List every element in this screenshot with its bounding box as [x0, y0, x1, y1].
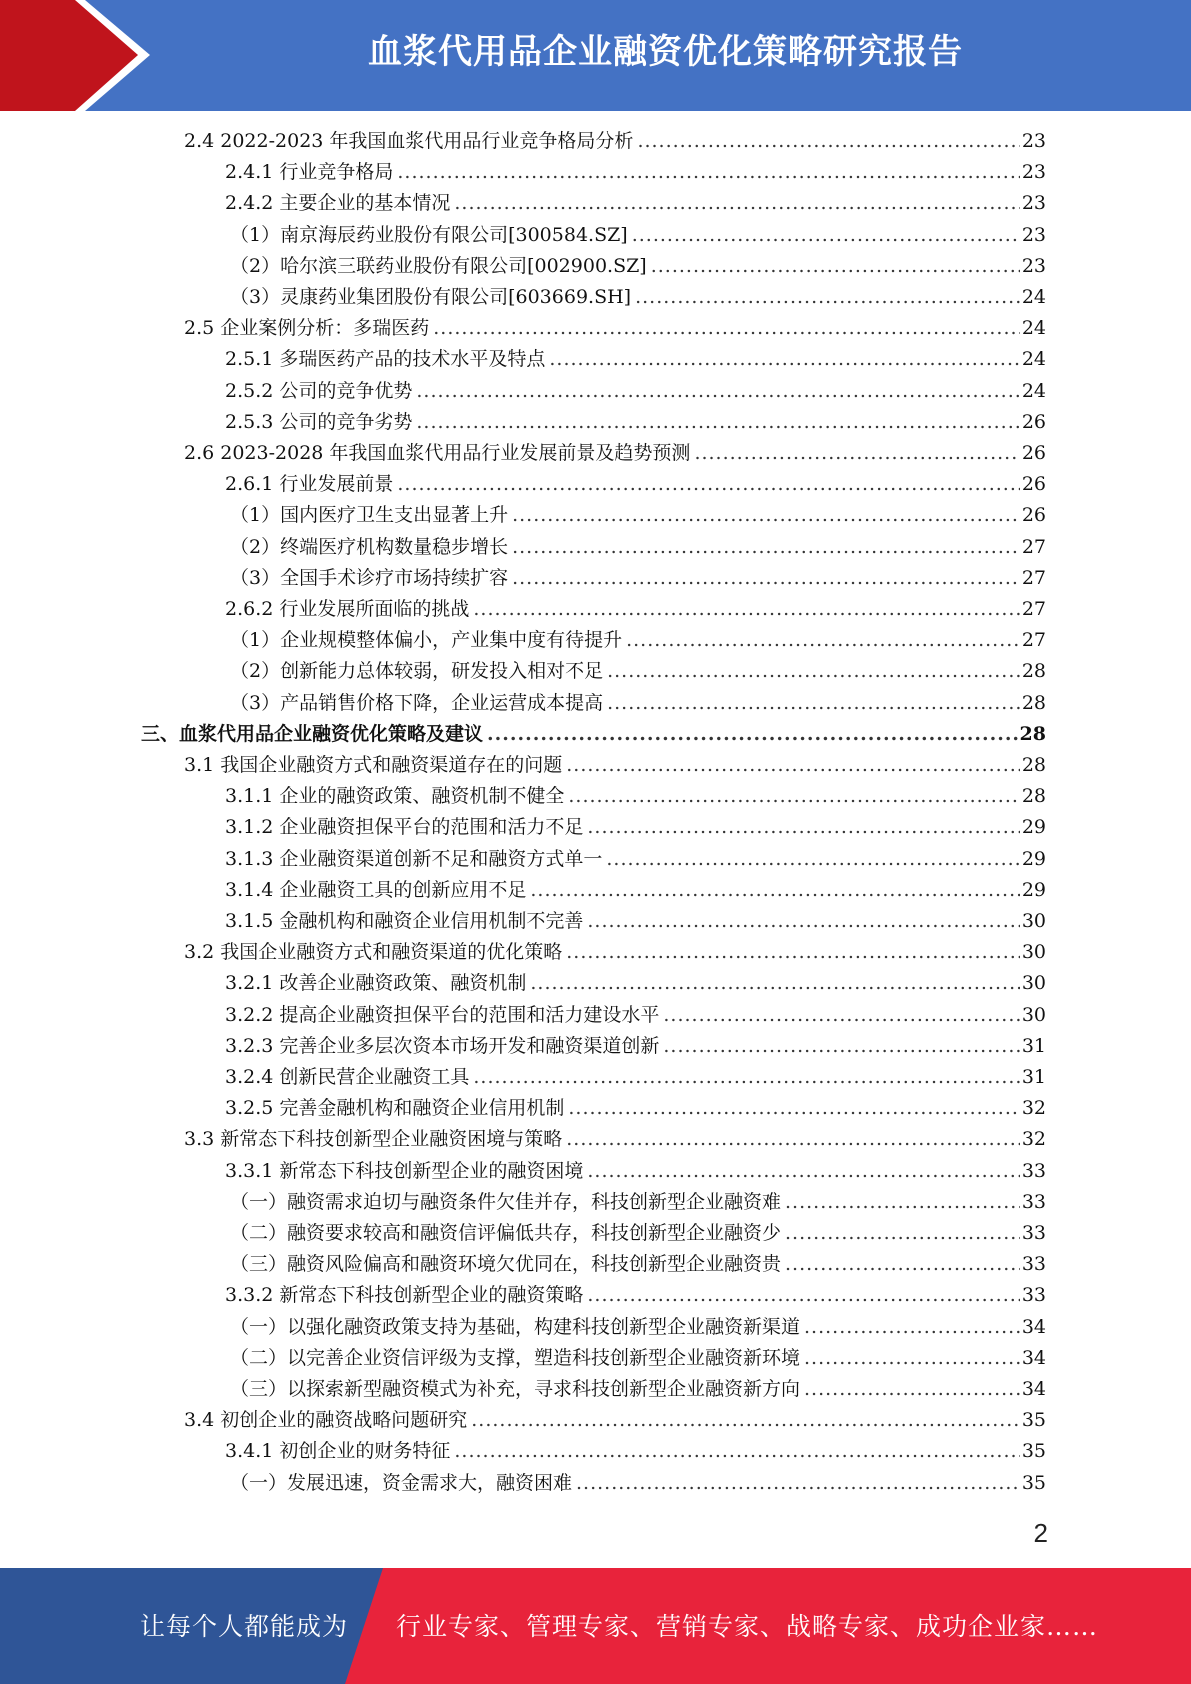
toc-entry-title: 2.6.2 行业发展所面临的挑战 [225, 598, 470, 620]
toc-entry-page: 33 [1021, 1190, 1046, 1213]
toc-entry-page: 23 [1021, 130, 1046, 152]
toc-entry[interactable] [230, 1249, 1046, 1280]
toc-entry[interactable] [230, 500, 1046, 531]
toc-entry[interactable] [225, 407, 1046, 438]
toc-entry-title: 3.3 新常态下科技创新型企业融资困境与策略 [184, 1128, 563, 1151]
toc-entry-page: 33 [1021, 1159, 1046, 1182]
toc-dot-leader [471, 1409, 1020, 1431]
toc-dot-leader [568, 1097, 1019, 1119]
footer-slogan-right: 行业专家、管理专家、营销专家、战略专家、成功企业家…… [396, 1612, 1099, 1641]
toc-dot-leader [454, 1440, 1019, 1462]
toc-entry-title: （3）全国手术诊疗市场持续扩容 [230, 566, 509, 589]
toc-entry[interactable] [230, 1343, 1046, 1374]
toc-dot-leader [512, 536, 1020, 558]
toc-entry-title: 3.4.1 初创企业的财务特征 [225, 1440, 451, 1463]
toc-dot-leader [587, 1284, 1019, 1306]
toc-entry-page: 27 [1021, 535, 1046, 558]
toc-entry-page: 26 [1021, 473, 1046, 496]
toc-entry-title: （三）以探索新型融资模式为补充，寻求科技创新型企业融资新方向 [230, 1378, 801, 1400]
toc-entry[interactable] [225, 844, 1046, 875]
toc-entry[interactable] [230, 1374, 1046, 1405]
toc-entry[interactable] [225, 1093, 1046, 1124]
toc-dot-leader [512, 504, 1020, 526]
toc-entry-page: 34 [1021, 1346, 1046, 1369]
toc-entry-title: 2.5.2 公司的竞争优势 [225, 379, 413, 402]
toc-entry-page: 27 [1021, 566, 1046, 589]
toc-entry-title: 2.6 2023-2028 年我国血浆代用品行业发展前景及趋势预测 [184, 442, 691, 464]
toc-entry[interactable] [230, 625, 1046, 656]
page-header [0, 0, 1191, 111]
toc-entry-title: （二）以完善企业资信评级为支撑，塑造科技创新型企业融资新环境 [230, 1346, 801, 1369]
toc-entry[interactable] [184, 1124, 1046, 1155]
toc-dot-leader [587, 816, 1019, 838]
toc-entry-page: 35 [1021, 1409, 1046, 1432]
toc-entry-page: 27 [1021, 598, 1046, 620]
toc-dot-leader [397, 161, 1019, 183]
toc-entry-page: 23 [1021, 192, 1046, 215]
toc-entry-page: 28 [1019, 722, 1046, 745]
toc-entry[interactable] [225, 1156, 1046, 1187]
toc-entry-title: （一）以强化融资政策支持为基础，构建科技创新型企业融资新渠道 [230, 1315, 801, 1338]
toc-dot-leader [512, 567, 1020, 589]
toc-entry-title: 2.4.1 行业竞争格局 [225, 161, 394, 184]
toc-entry-page: 23 [1021, 254, 1046, 277]
toc-dot-leader [416, 411, 1019, 433]
toc-entry[interactable] [184, 126, 1046, 157]
page-footer [0, 1568, 1191, 1684]
toc-dot-leader [694, 442, 1019, 464]
toc-entry-title: 2.5.3 公司的竞争劣势 [225, 410, 413, 433]
toc-dot-leader [473, 598, 1019, 620]
toc-entry-title: 3.2 我国企业融资方式和融资渠道的优化策略 [184, 941, 563, 964]
toc-entry[interactable] [230, 220, 1046, 251]
toc-dot-leader [804, 1347, 1020, 1369]
toc-dot-leader [530, 879, 1019, 901]
toc-entry-page: 28 [1021, 691, 1046, 714]
toc-entry-page: 33 [1021, 1253, 1046, 1276]
toc-entry-page: 28 [1021, 785, 1046, 808]
toc-entry[interactable] [230, 1312, 1046, 1343]
toc-entry[interactable] [230, 1218, 1046, 1249]
toc-entry-page: 24 [1021, 286, 1046, 308]
toc-dot-leader [587, 910, 1019, 932]
toc-dot-leader [785, 1253, 1020, 1275]
toc-entry-page: 34 [1021, 1315, 1046, 1338]
toc-dot-leader [454, 192, 1019, 214]
toc-entry-page: 24 [1021, 317, 1046, 340]
toc-entry-page: 28 [1021, 660, 1046, 683]
toc-entry[interactable] [225, 875, 1046, 906]
toc-entry-page: 35 [1021, 1471, 1046, 1494]
toc-entry-title: 3.4 初创企业的融资战略问题研究 [184, 1409, 468, 1432]
toc-dot-leader [487, 723, 1018, 745]
toc-entry[interactable] [230, 251, 1046, 282]
toc-entry[interactable] [225, 1280, 1046, 1311]
toc-entry-title: 2.6.1 行业发展前景 [225, 473, 394, 496]
toc-entry-page: 32 [1021, 1097, 1046, 1120]
toc-entry-title: （3）产品销售价格下降，企业运营成本提高 [230, 691, 604, 714]
toc-entry-title: 2.5.1 多瑞医药产品的技术水平及特点 [225, 348, 546, 371]
toc-entry[interactable] [225, 906, 1046, 937]
toc-dot-leader [804, 1316, 1020, 1338]
toc-dot-leader [663, 1035, 1019, 1057]
toc-entry-page: 30 [1021, 972, 1046, 995]
toc-entry-page: 34 [1021, 1378, 1046, 1400]
toc-dot-leader [635, 286, 1020, 308]
toc-entry[interactable] [230, 1468, 1046, 1499]
toc-entry[interactable] [184, 750, 1046, 781]
toc-entry-page: 33 [1021, 1222, 1046, 1244]
toc-dot-leader [568, 785, 1019, 807]
toc-entry-title: （2）哈尔滨三联药业股份有限公司[002900.SZ] [230, 254, 647, 277]
footer-slogan-left: 让每个人都能成为 [140, 1612, 349, 1641]
toc-dot-leader [606, 848, 1019, 870]
toc-entry-page: 24 [1021, 379, 1046, 402]
toc-entry-title: 3.2.2 提高企业融资担保平台的范围和活力建设水平 [225, 1003, 660, 1026]
toc-entry[interactable] [225, 1436, 1046, 1467]
toc-entry-title: 3.2.1 改善企业融资政策、融资机制 [225, 972, 527, 995]
toc-entry-page: 30 [1021, 1003, 1046, 1026]
toc-entry[interactable] [225, 344, 1046, 375]
toc-entry-page: 26 [1021, 504, 1046, 527]
toc-entry-page: 31 [1021, 1034, 1046, 1057]
toc-dot-leader [607, 660, 1020, 682]
toc-entry[interactable] [225, 1062, 1046, 1093]
toc-entry[interactable] [225, 781, 1046, 812]
toc-entry-page: 26 [1021, 410, 1046, 433]
toc-entry-page: 23 [1021, 161, 1046, 184]
toc-dot-leader [566, 754, 1020, 776]
toc-dot-leader [632, 224, 1020, 246]
toc-entry-title: 3.1.5 金融机构和融资企业信用机制不完善 [225, 910, 584, 932]
toc-entry-page: 29 [1021, 878, 1046, 901]
toc-entry[interactable] [230, 282, 1046, 313]
toc-dot-leader [785, 1222, 1020, 1244]
toc-entry[interactable] [230, 688, 1046, 719]
toc-entry-title: （1）企业规模整体偏小，产业集中度有待提升 [230, 629, 623, 652]
toc-dot-leader [587, 1160, 1019, 1182]
toc-entry[interactable] [230, 1187, 1046, 1218]
toc-entry-title: （2）创新能力总体较弱，研发投入相对不足 [230, 660, 604, 683]
toc-dot-leader [530, 972, 1019, 994]
toc-entry-title: （一）融资需求迫切与融资条件欠佳并存，科技创新型企业融资难 [230, 1190, 782, 1213]
toc-entry-page: 35 [1021, 1440, 1046, 1463]
toc-entry-title: 3.1.4 企业融资工具的创新应用不足 [225, 878, 527, 901]
toc-entry[interactable] [184, 1405, 1046, 1436]
toc-entry-title: 3.2.4 创新民营企业融资工具 [225, 1066, 470, 1088]
toc-dot-leader [566, 941, 1020, 963]
toc-dot-leader [416, 380, 1019, 402]
page-number: 2 [1033, 1518, 1048, 1548]
report-title: 血浆代用品企业融资优化策略研究报告 [368, 32, 963, 72]
toc-entry-page: 31 [1021, 1066, 1046, 1088]
toc-entry-title: 2.5 企业案例分析：多瑞医药 [184, 317, 430, 340]
toc-dot-leader [473, 1066, 1019, 1088]
toc-entry-page: 33 [1021, 1284, 1046, 1307]
toc-dot-leader [663, 1004, 1019, 1026]
toc-entry-title: 3.1 我国企业融资方式和融资渠道存在的问题 [184, 754, 563, 776]
toc-entry[interactable] [184, 313, 1046, 344]
toc-entry-page: 23 [1021, 223, 1046, 246]
toc-entry[interactable] [225, 469, 1046, 500]
toc-entry-title: 3.1.2 企业融资担保平台的范围和活力不足 [225, 816, 584, 839]
toc-entry-page: 32 [1021, 1128, 1046, 1151]
toc-dot-leader [433, 317, 1020, 339]
toc-entry-title: （1）南京海辰药业股份有限公司[300584.SZ] [230, 223, 628, 246]
toc-entry-title: （2）终端医疗机构数量稳步增长 [230, 535, 509, 558]
toc-entry-title: （3）灵康药业集团股份有限公司[603669.SH] [230, 286, 632, 308]
toc-entry[interactable] [225, 1031, 1046, 1062]
toc-entry-title: 3.2.3 完善企业多层次资本市场开发和融资渠道创新 [225, 1034, 660, 1057]
toc-entry[interactable] [230, 563, 1046, 594]
toc-dot-leader [607, 692, 1020, 714]
toc-entry-title: 2.4.2 主要企业的基本情况 [225, 192, 451, 215]
toc-dot-leader [576, 1472, 1020, 1494]
toc-entry[interactable] [225, 376, 1046, 407]
toc-entry-page: 29 [1021, 847, 1046, 870]
toc-entry[interactable] [230, 656, 1046, 687]
toc-entry[interactable] [230, 532, 1046, 563]
toc-dot-leader [785, 1191, 1020, 1213]
toc-entry-title: （三）融资风险偏高和融资环境欠优同在，科技创新型企业融资贵 [230, 1253, 782, 1276]
toc-entry-title: 3.1.1 企业的融资政策、融资机制不健全 [225, 785, 565, 808]
toc-entry-title: （1）国内医疗卫生支出显著上升 [230, 504, 509, 527]
toc-entry-page: 28 [1021, 754, 1046, 776]
toc-entry-title: 3.3.2 新常态下科技创新型企业的融资策略 [225, 1284, 584, 1307]
toc-entry-title: （二）融资要求较高和融资信评偏低共存，科技创新型企业融资少 [230, 1222, 782, 1244]
toc-entry-title: 3.1.3 企业融资渠道创新不足和融资方式单一 [225, 847, 603, 870]
toc-dot-leader [651, 255, 1020, 277]
toc-dot-leader [626, 629, 1020, 651]
toc-entry-page: 26 [1021, 442, 1046, 464]
toc-entry-page: 30 [1021, 941, 1046, 964]
toc-entry-page: 29 [1021, 816, 1046, 839]
toc-entry[interactable] [225, 188, 1046, 219]
toc-entry-title: 2.4 2022-2023 年我国血浆代用品行业竞争格局分析 [184, 130, 634, 152]
toc-entry-page: 30 [1021, 910, 1046, 932]
toc-dot-leader [397, 473, 1019, 495]
toc-entry-page: 24 [1021, 348, 1046, 371]
toc-entry[interactable] [225, 157, 1046, 188]
toc-entry[interactable] [225, 812, 1046, 843]
toc-entry-title: 3.2.5 完善金融机构和融资企业信用机制 [225, 1097, 565, 1120]
toc-entry-title: 三、血浆代用品企业融资优化策略及建议 [141, 722, 484, 745]
toc-dot-leader [566, 1128, 1020, 1150]
toc-dot-leader [637, 130, 1019, 152]
toc-entry-title: 3.3.1 新常态下科技创新型企业的融资困境 [225, 1159, 584, 1182]
toc-entry-page: 27 [1021, 629, 1046, 652]
toc-entry[interactable] [225, 594, 1046, 625]
toc-entry-title: （一）发展迅速，资金需求大，融资困难 [230, 1471, 573, 1494]
toc-dot-leader [804, 1378, 1020, 1400]
toc-dot-leader [549, 348, 1019, 370]
toc-entry[interactable] [184, 438, 1046, 469]
toc-entry[interactable] [225, 968, 1046, 999]
toc-entry[interactable] [184, 937, 1046, 968]
toc-entry[interactable] [225, 1000, 1046, 1031]
toc-entry[interactable] [141, 719, 1046, 750]
